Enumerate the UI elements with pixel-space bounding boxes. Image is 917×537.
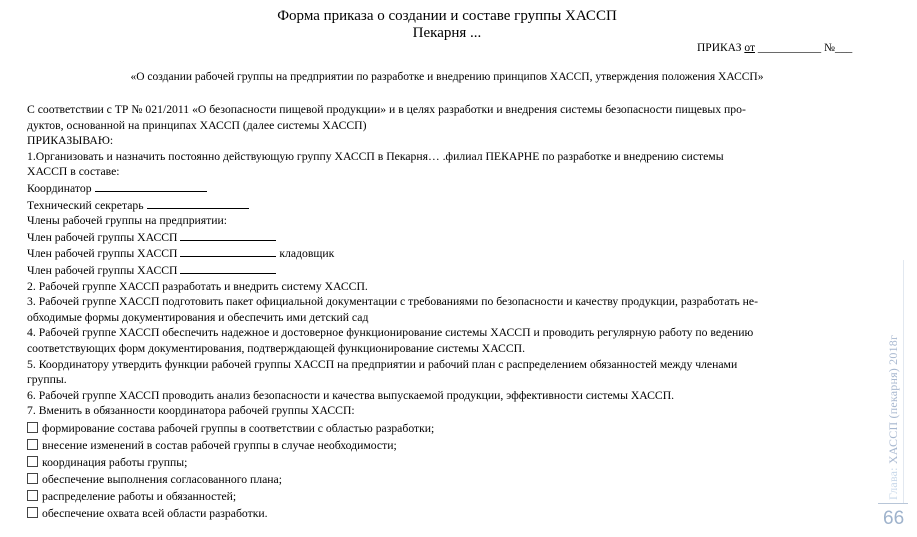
item-2: 2. Рабочей группе ХАССП разработать и внедрить систему ХАССП. xyxy=(27,279,368,293)
item-4-line: 4. Рабочей группе ХАССП обеспечить надежное и достоверное функционирование системы ХАССП и проводить регулярную работу по ведению xyxy=(27,326,754,340)
duty-text: обеспечение выполнения согласованного плана; xyxy=(42,472,282,486)
member-blank xyxy=(180,262,276,274)
item-1-line: ХАССП в составе: xyxy=(27,165,120,179)
item-3-line: обходимые формы документирования и обеспечить ими детский сад xyxy=(27,310,369,324)
duty-item xyxy=(27,420,868,437)
duty-text: внесение изменений в состав рабочей группы в случае необходимости; xyxy=(42,438,397,452)
item-6: 6. Рабочей группе ХАССП проводить анализ безопасности и качества выпускаемой продукции, эффективности системы ХАССП. xyxy=(27,388,675,402)
checkbox-icon xyxy=(27,507,38,518)
order-subject: «О создании рабочей группы на предприятии по разработке и внедрению принципов ХАССП, утверждения положения ХАССП» xyxy=(130,71,764,83)
checkbox-icon xyxy=(27,439,38,450)
member-label: Член рабочей группы ХАССП xyxy=(27,263,178,277)
coordinator-blank xyxy=(95,180,207,192)
order-body xyxy=(27,102,868,522)
chapter-label: Глава: xyxy=(886,467,900,500)
tech-secretary-line xyxy=(27,197,868,214)
document-title: Форма приказа о создании и составе группы ХАССП xyxy=(277,8,617,24)
member-blank xyxy=(180,229,276,241)
coordinator-line xyxy=(27,180,868,197)
sidebar-divider xyxy=(903,260,904,504)
duty-item xyxy=(27,471,868,488)
item-5-line: 5. Координатору утвердить функции рабочей группы ХАССП на предприятии и рабочий план с распределением обязанностей между членами xyxy=(27,357,738,371)
duty-item xyxy=(27,505,868,522)
order-word: ПРИКАЗЫВАЮ: xyxy=(27,134,114,148)
member-note: кладовщик xyxy=(279,247,335,261)
chapter-sidebar xyxy=(886,335,901,500)
duty-item xyxy=(27,437,868,454)
coordinator-label: Координатор xyxy=(27,181,92,195)
order-date-blank: ___________ xyxy=(754,42,822,54)
checkbox-icon xyxy=(27,490,38,501)
duty-item xyxy=(27,454,868,471)
members-heading: Члены рабочей группы на предприятии: xyxy=(27,214,228,228)
document-subtitle: Пекарня ... xyxy=(412,25,482,41)
duty-text: формирование состава рабочей группы в соответствии с областью разработки; xyxy=(42,421,435,435)
duty-text: координация работы группы; xyxy=(42,455,188,469)
checkbox-icon xyxy=(27,473,38,484)
tech-secretary-blank xyxy=(147,197,249,209)
order-number: №___ xyxy=(823,42,853,54)
member-line xyxy=(27,245,868,262)
duty-text: распределение работы и обязанностей; xyxy=(42,489,237,503)
tech-secretary-label: Технический секретарь xyxy=(27,198,144,212)
order-from: от xyxy=(744,42,755,54)
member-line xyxy=(27,229,868,246)
intro-line: С соответствии с ТР № 021/2011 «О безопасности пищевой продукции» и в целях разработки и внедрения системы безопасности пищевых про- xyxy=(27,103,746,116)
checkbox-icon xyxy=(27,456,38,467)
order-number-line xyxy=(697,42,852,54)
member-label: Член рабочей группы ХАССП xyxy=(27,247,178,261)
member-label: Член рабочей группы ХАССП xyxy=(27,230,178,244)
order-label: ПРИКАЗ xyxy=(697,42,742,54)
intro-line: дуктов, основанной на принципах ХАССП (далее системы ХАССП) xyxy=(27,118,367,132)
duty-text: обеспечение охвата всей области разработки. xyxy=(42,506,268,520)
duty-item xyxy=(27,488,868,505)
item-3-line: 3. Рабочей группе ХАССП подготовить пакет официальной документации с требованиями по безопасности и качеству продукции, разработать не- xyxy=(27,295,759,309)
item-5-line: группы. xyxy=(27,373,67,387)
chapter-title: ХАССП (пекарня) 2018г xyxy=(886,334,900,465)
item-4-line: соответствующих форм документирования, подтверждающей функционирование системы ХАССП. xyxy=(27,341,526,355)
member-blank xyxy=(180,245,276,257)
page-number: 66 xyxy=(883,508,905,529)
item-1-line: 1.Организовать и назначить постоянно действующую группу ХАССП в Пекарня… .филиал ПЕКАРНЕ по разработке и внедрению системы xyxy=(27,149,724,163)
page-number-rule xyxy=(878,503,908,504)
item-7: 7. Вменить в обязанности координатора рабочей группы ХАССП: xyxy=(27,404,355,418)
checkbox-icon xyxy=(27,422,38,433)
member-line xyxy=(27,262,868,279)
